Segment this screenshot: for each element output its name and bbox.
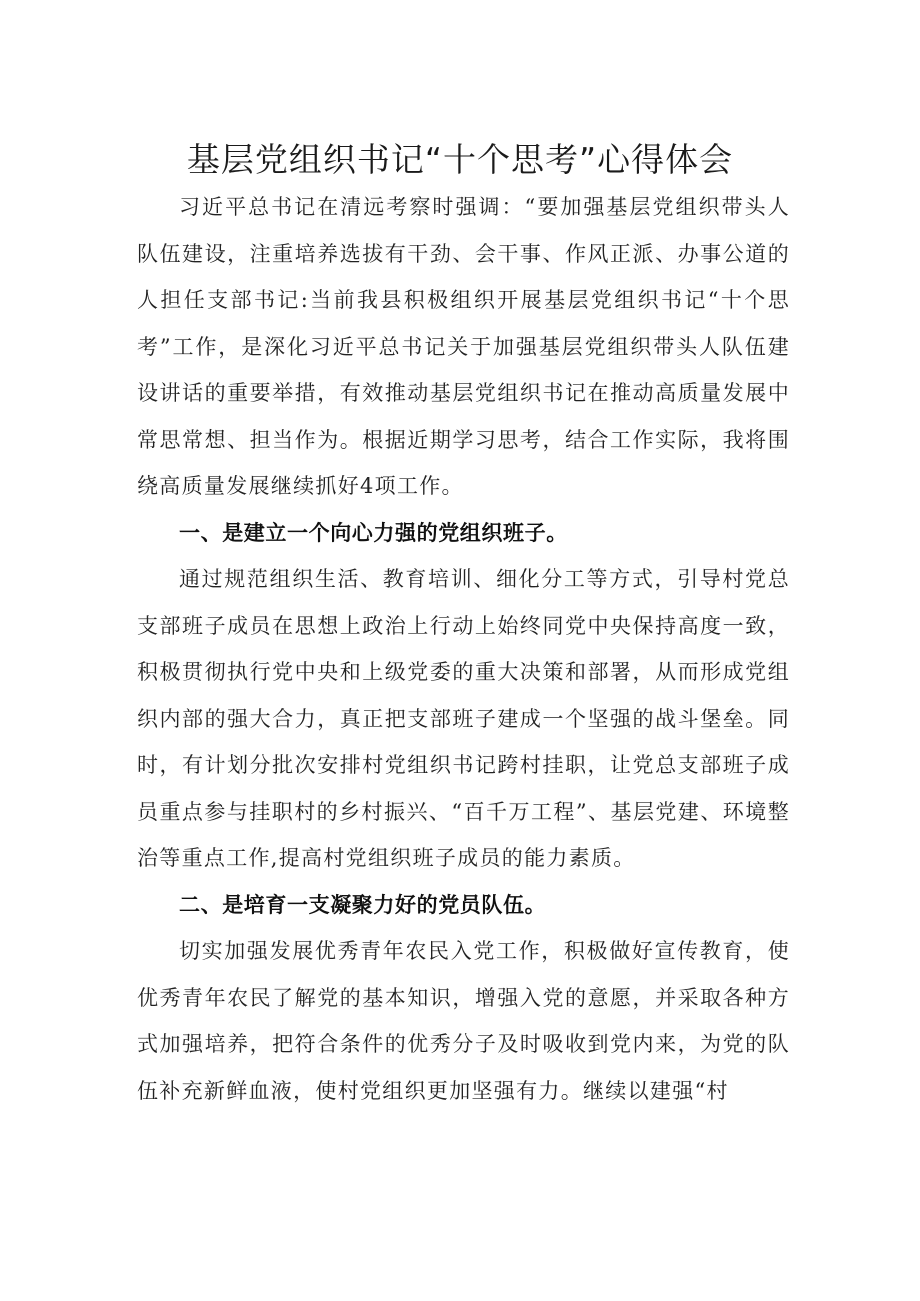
document-body <box>137 184 790 1114</box>
document-title: 基层党组织书记“十个思考”心得体会 <box>186 140 734 179</box>
intro-paragraph: 习近平总书记在清远考察时强调：“要加强基层党组织带头人队伍建设，注重培养选拔有干劲、会干事、作风正派、办事公道的人担任支部书记:当前我县积极组织开展基层党组织书记“十个思考”工作，是深化习近平总书记关于加强基层党组织带头人队伍建设讲话的重要举措，有效推动基层党组织书记在推动高质量发展中常思常想、担当作为。根据近期学习思考，结合工作实际，我将围绕高质量发展继续抓好4项工作。 <box>137 195 790 498</box>
section-heading-2: 二、是培育一支凝聚力好的党员队伍。 <box>179 892 547 917</box>
section-heading-1: 一、是建立一个向心力强的党组织班子。 <box>179 520 568 545</box>
section-2-paragraph: 切实加强发展优秀青年农民入党工作，积极做好宣传教育，使优秀青年农民了解党的基本知识，增强入党的意愿，并采取各种方式加强培养，把符合条件的优秀分子及时吸收到党内来，为党的队伍补充新鲜血液，使村党组织更加坚强有力。继续以建强“村 <box>137 939 790 1103</box>
section-1-paragraph: 通过规范组织生活、教育培训、细化分工等方式，引导村党总支部班子成员在思想上政治上行动上始终同党中央保持高度一致，积极贯彻执行党中央和上级党委的重大决策和部署，从而形成党组织内部的强大合力，真正把支部班子建成一个坚强的战斗堡垒。同时，有计划分批次安排村党组织书记跨村挂职，让党总支部班子成员重点参与挂职村的乡村振兴、“百千万工程”、基层党建、环境整治等重点工作,提高村党组织班子成员的能力素质。 <box>137 567 790 870</box>
